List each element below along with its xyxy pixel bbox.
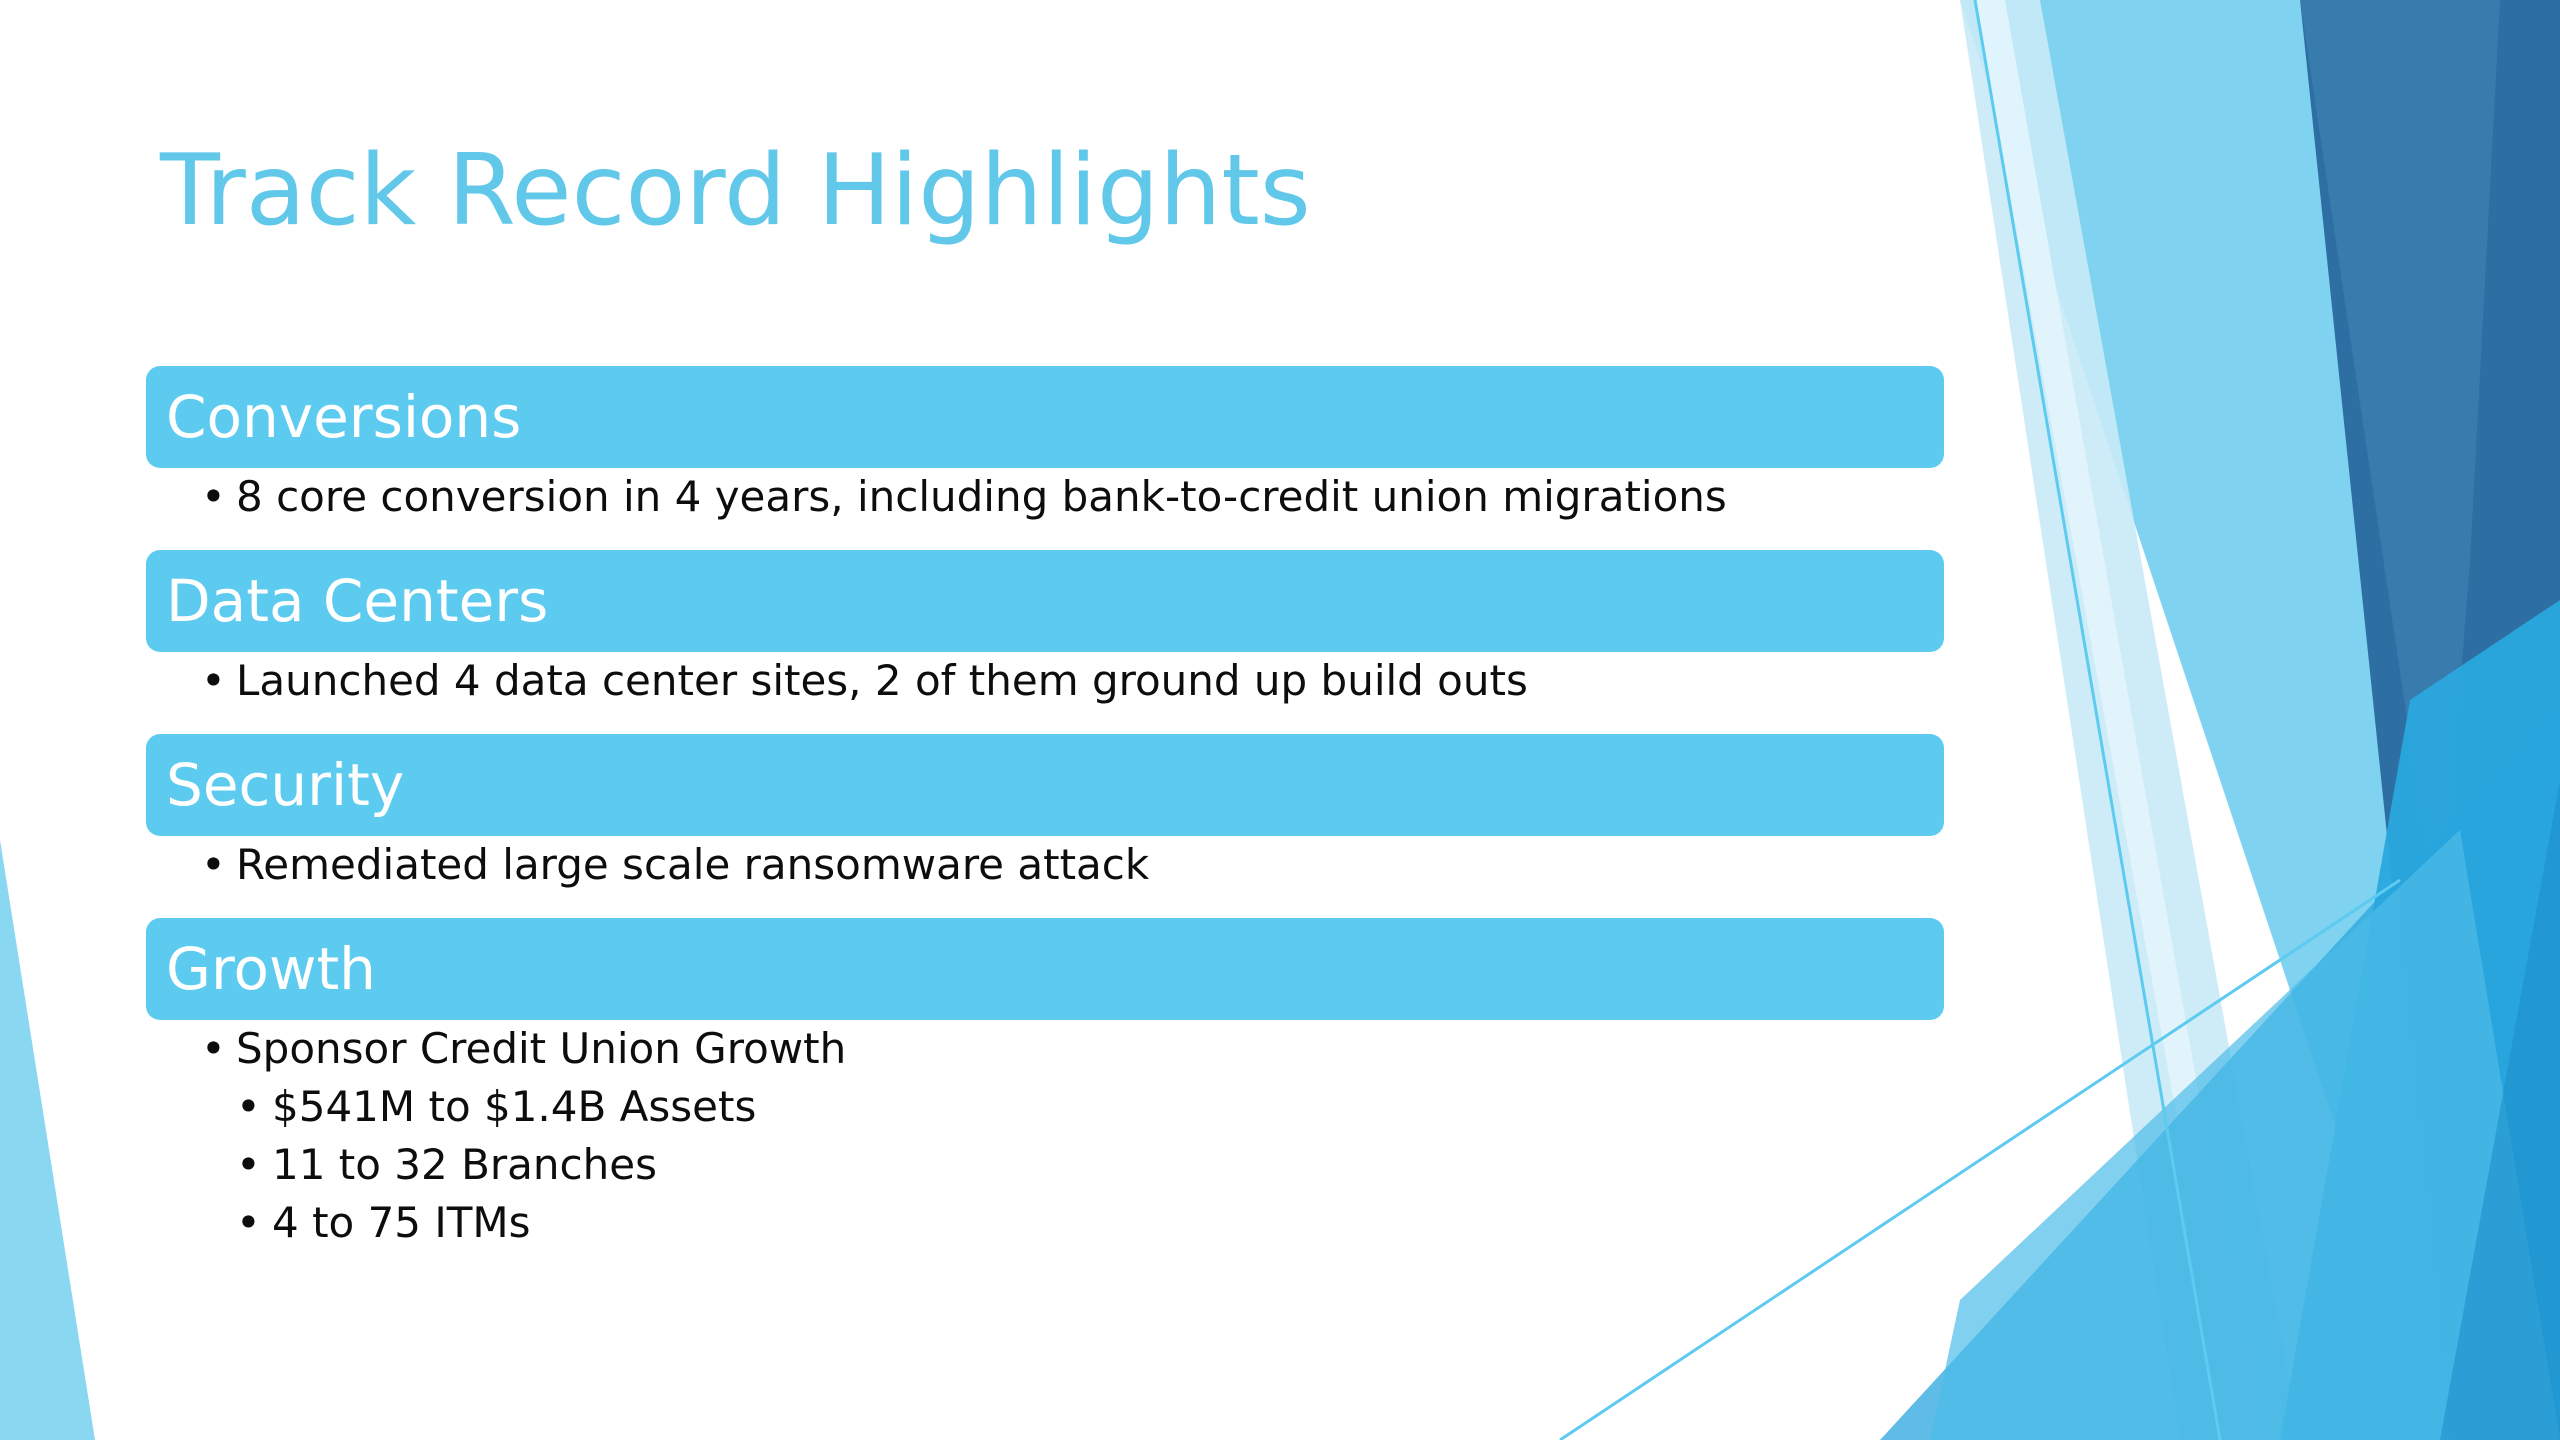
bullet-item: • 8 core conversion in 4 years, including bank-to-credit union migrations [146, 468, 1944, 526]
sub-bullet-item: • 4 to 75 ITMs [146, 1194, 1944, 1252]
section-security [146, 734, 1944, 894]
section-conversions [146, 366, 1944, 526]
section-bullets [146, 1020, 1944, 1252]
bullet-item: • Remediated large scale ransomware attack [146, 836, 1944, 894]
section-header-security: Security [146, 734, 1944, 836]
section-header-conversions: Conversions [146, 366, 1944, 468]
section-bullets [146, 652, 1944, 710]
bullet-item: • Sponsor Credit Union Growth [146, 1020, 1944, 1078]
section-header-data-centers: Data Centers [146, 550, 1944, 652]
sub-bullet-item: • $541M to $1.4B Assets [146, 1078, 1944, 1136]
bullet-item: • Launched 4 data center sites, 2 of them ground up build outs [146, 652, 1944, 710]
section-bullets [146, 468, 1944, 526]
section-header-growth: Growth [146, 918, 1944, 1020]
slide-title: Track Record Highlights [160, 134, 1311, 248]
left-edge-shape [0, 840, 95, 1440]
section-data-centers [146, 550, 1944, 710]
sub-bullet-item: • 11 to 32 Branches [146, 1136, 1944, 1194]
section-growth [146, 918, 1944, 1252]
section-bullets [146, 836, 1944, 894]
